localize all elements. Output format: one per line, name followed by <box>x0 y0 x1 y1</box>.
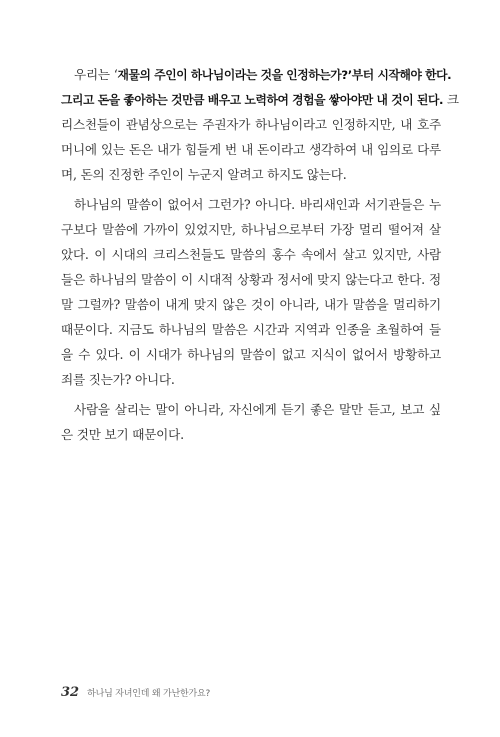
page-number: 32 <box>61 685 80 700</box>
paragraph <box>61 62 459 187</box>
text-line <box>61 62 452 87</box>
text-segment: 리스천들이 관념상으로는 주권자가 하나님이라고 인정하지만, 내 호주 <box>61 117 441 132</box>
text-segment: 들은 하나님의 말씀이 이 시대적 상황과 정서에 맞지 않는다고 한다. 정 <box>61 272 441 287</box>
text-segment: 말 그럴까? 말씀이 내게 맞지 않은 것이 아니라, 내가 말씀을 멀리하기 <box>61 297 441 312</box>
text-line <box>61 242 441 267</box>
running-title: 하나님 자녀인데 왜 가난한가요? <box>87 689 211 699</box>
text-line <box>61 112 441 137</box>
text-line <box>61 367 441 392</box>
text-line <box>61 342 441 367</box>
text-segment: 은 것만 보기 때문이다. <box>61 427 184 442</box>
body-text <box>61 62 459 447</box>
emphasized-text: 재물의 주인이 하나님이라는 것을 인정하는가?’부터 시작해야 한다. <box>117 68 452 82</box>
text-line <box>61 267 441 292</box>
text-line <box>61 292 441 317</box>
text-line <box>61 317 441 342</box>
text-segment: 때문이다. 지금도 하나님의 말씀은 시간과 지역과 인종을 초월하여 들 <box>61 322 441 337</box>
page-footer <box>61 685 210 700</box>
text-segment: 구보다 말씀에 가까이 있었지만, 하나님으로부터 가장 멀리 떨어져 살 <box>61 222 441 237</box>
text-line <box>61 422 441 447</box>
text-line <box>61 217 441 242</box>
text-segment: 죄를 짓는가? 아니다. <box>61 372 175 387</box>
text-line <box>61 87 459 112</box>
text-line <box>61 137 441 162</box>
text-line <box>61 192 441 217</box>
text-segment: 며, 돈의 진정한 주인이 누군지 알려고 하지도 않는다. <box>61 167 347 182</box>
text-line <box>61 397 441 422</box>
text-segment: 을 수 있다. 이 시대가 하나님의 말씀이 없고 지식이 없어서 방황하고 <box>61 347 441 362</box>
text-segment: 크 <box>443 92 459 107</box>
text-segment: 사람을 살리는 말이 아니라, 자신에게 듣기 좋은 말만 듣고, 보고 싶 <box>74 402 441 417</box>
text-segment: 았다. 이 시대의 크리스천들도 말씀의 홍수 속에서 살고 있지만, 사람 <box>61 247 441 262</box>
emphasized-text: 그리고 돈을 좋아하는 것만큼 배우고 노력하여 경험을 쌓아야만 내 것이 된다. <box>61 93 444 107</box>
paragraph <box>61 397 441 447</box>
text-segment: 하나님의 말씀이 없어서 그런가? 아니다. 바리새인과 서기관들은 누 <box>74 197 441 212</box>
text-segment: 머니에 있는 돈은 내가 힘들게 번 내 돈이라고 생각하여 내 임의로 다루 <box>61 142 441 157</box>
text-line <box>61 162 441 187</box>
paragraph <box>61 192 441 392</box>
text-segment: 우리는 ‘ <box>74 67 118 82</box>
